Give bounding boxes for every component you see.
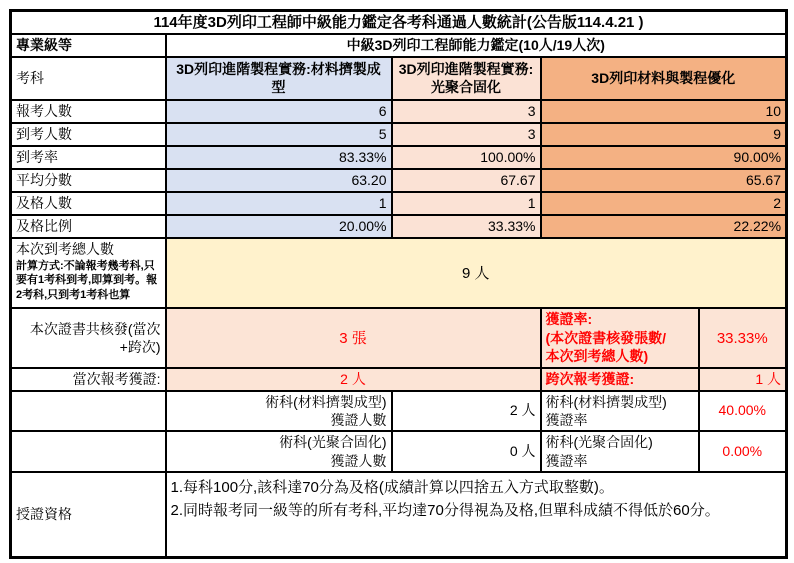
qualification-text-cell xyxy=(166,472,787,558)
tech-count-label-cell xyxy=(166,391,392,431)
cross-session-label: 跨次報考獲證: xyxy=(541,368,699,391)
tech-rate-label-line: 術科(光聚合固化) xyxy=(545,434,653,451)
tech-rate-label-line: 獲證率 xyxy=(545,452,588,469)
stat-value: 100.00% xyxy=(392,146,541,169)
tech-rate-value: 0.00% xyxy=(699,431,787,471)
stat-value: 9 xyxy=(541,123,787,146)
page-title: 114年度3D列印工程師中級能力鑑定各考科通過人數統計(公告版114.4.21 ) xyxy=(11,11,787,35)
empty-cell xyxy=(11,391,166,431)
stat-value: 90.00% xyxy=(541,146,787,169)
stat-value: 20.00% xyxy=(166,215,392,238)
exam-stats-table xyxy=(9,9,788,559)
stat-value: 67.67 xyxy=(392,169,541,192)
tech-count-value: 0 人 xyxy=(392,431,541,471)
certificates-label: 本次證書共核發(當次+跨次) xyxy=(11,308,166,368)
subjects-label: 考科 xyxy=(11,57,166,100)
qualification-row xyxy=(11,472,787,558)
stat-value: 2 xyxy=(541,192,787,215)
stat-value: 3 xyxy=(392,100,541,123)
level-value: 中級3D列印工程師能力鑑定(10人/19人次) xyxy=(166,34,787,57)
stat-label: 及格人數 xyxy=(11,192,166,215)
tech-rate-label-line: 術科(材料擠製成型) xyxy=(545,394,667,411)
tech-count-label-line: 獲證人數 xyxy=(330,452,387,469)
current-session-label: 當次報考獲證: xyxy=(11,368,166,391)
stat-value: 22.22% xyxy=(541,215,787,238)
stat-row-attended xyxy=(11,123,787,146)
subject-header-photopolymerization: 3D列印進階製程實務:光聚合固化 xyxy=(392,57,541,100)
stat-value: 3 xyxy=(392,123,541,146)
qualification-rule-2: 2.同時報考同一級等的所有考科,平均達70分得視為及格,但單科成績不得低於60分。 xyxy=(170,502,720,520)
stat-value: 1 xyxy=(166,192,392,215)
cross-session-value: 1 人 xyxy=(699,368,787,391)
stat-label: 到考率 xyxy=(11,146,166,169)
title-row xyxy=(11,11,787,35)
stat-label: 及格比例 xyxy=(11,215,166,238)
tech-count-label-line: 獲證人數 xyxy=(330,412,387,429)
stat-row-attendance-rate xyxy=(11,146,787,169)
level-label: 專業級等 xyxy=(11,34,166,57)
stat-value: 33.33% xyxy=(392,215,541,238)
current-session-value: 2 人 xyxy=(166,368,541,391)
tech-rate-value: 40.00% xyxy=(699,391,787,431)
certificate-rate-label-line: 獲證率: xyxy=(545,311,593,328)
tech-count-value: 2 人 xyxy=(392,391,541,431)
stat-value: 63.20 xyxy=(166,169,392,192)
attendance-total-row xyxy=(11,238,787,308)
certificate-rate-label-line: (本次證書核發張數/ xyxy=(545,329,667,346)
tech-count-label-line: 術科(光聚合固化) xyxy=(279,434,387,451)
subject-header-material-extrusion: 3D列印進階製程實務:材料擠製成型 xyxy=(166,57,392,100)
certificate-rate-label-cell xyxy=(541,308,699,368)
tech-count-label-line: 術科(材料擠製成型) xyxy=(265,394,387,411)
stat-label: 報考人數 xyxy=(11,100,166,123)
attendance-total-label-cell xyxy=(11,238,166,308)
tech-row-photopolymerization xyxy=(11,431,787,471)
tech-count-label-cell xyxy=(166,431,392,471)
attendance-total-value: 9 人 xyxy=(166,238,787,308)
attendance-total-label: 本次到考總人數 xyxy=(16,241,114,258)
certificates-row xyxy=(11,308,787,368)
certificate-rate-value: 33.33% xyxy=(699,308,787,368)
stat-value: 65.67 xyxy=(541,169,787,192)
level-row xyxy=(11,34,787,57)
stat-row-passed-count xyxy=(11,192,787,215)
certificates-value: 3 張 xyxy=(166,308,541,368)
stat-value: 1 xyxy=(392,192,541,215)
stat-value: 83.33% xyxy=(166,146,392,169)
stat-row-registered xyxy=(11,100,787,123)
tech-row-material-extrusion xyxy=(11,391,787,431)
empty-cell xyxy=(11,431,166,471)
stat-row-average-score xyxy=(11,169,787,192)
stat-value: 5 xyxy=(166,123,392,146)
session-certification-row xyxy=(11,368,787,391)
tech-rate-label-cell xyxy=(541,391,699,431)
stat-value: 6 xyxy=(166,100,392,123)
certificate-rate-label-line: 本次到考總人數) xyxy=(545,348,649,365)
tech-rate-label-line: 獲證率 xyxy=(545,412,588,429)
stat-value: 10 xyxy=(541,100,787,123)
stat-label: 平均分數 xyxy=(11,169,166,192)
qualification-rule-1: 1.每科100分,該科達70分為及格(成績計算以四捨五入方式取整數)。 xyxy=(170,478,614,496)
subject-header-material-process-optimization: 3D列印材料與製程優化 xyxy=(541,57,787,100)
attendance-total-note: 計算方式:不論報考幾考科,只要有1考科到考,即算到考。報2考科,只到考1考科也算 xyxy=(16,260,158,301)
stat-row-pass-rate xyxy=(11,215,787,238)
subjects-header-row xyxy=(11,57,787,100)
stat-label: 到考人數 xyxy=(11,123,166,146)
tech-rate-label-cell xyxy=(541,431,699,471)
qualification-label: 授證資格 xyxy=(11,472,166,558)
